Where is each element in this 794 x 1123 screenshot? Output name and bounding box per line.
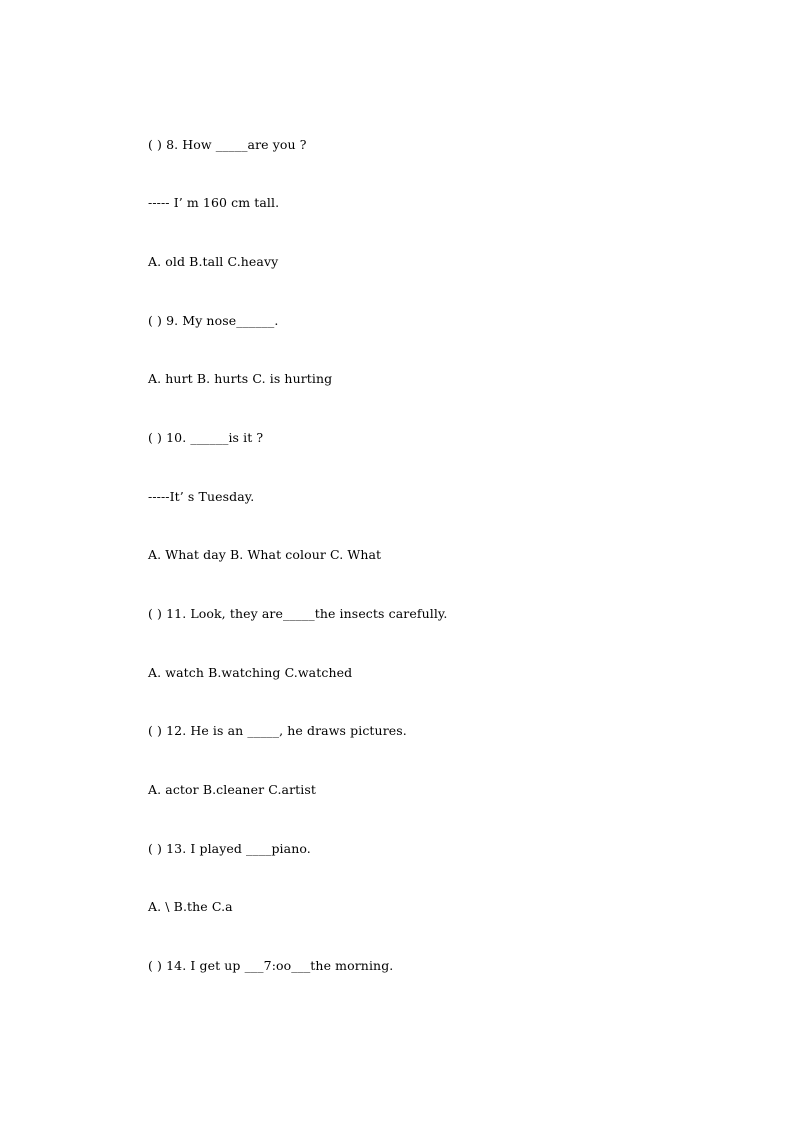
question-10: ( ) 10. ______is it ? xyxy=(148,430,264,445)
question-11: ( ) 11. Look, they are_____the insects carefully. xyxy=(148,606,448,621)
question-9: ( ) 9. My nose______. xyxy=(148,313,279,328)
question-10-options: A. What day B. What colour C. What xyxy=(148,547,382,562)
question-8: ( ) 8. How _____are you ? xyxy=(148,137,307,152)
question-8-answer-prompt: ----- I’ m 160 cm tall. xyxy=(148,195,280,210)
question-13: ( ) 13. I played ____piano. xyxy=(148,841,311,856)
question-8-options: A. old B.tall C.heavy xyxy=(148,254,279,269)
question-12-options: A. actor B.cleaner C.artist xyxy=(148,782,317,797)
question-9-options: A. hurt B. hurts C. is hurting xyxy=(148,371,333,386)
question-12: ( ) 12. He is an _____, he draws pictures. xyxy=(148,723,407,738)
question-10-answer-prompt: -----It’ s Tuesday. xyxy=(148,489,255,504)
question-11-options: A. watch B.watching C.watched xyxy=(148,665,353,680)
question-13-options: A. \ B.the C.a xyxy=(148,899,233,914)
question-14: ( ) 14. I get up ___7:oo___the morning. xyxy=(148,958,394,973)
